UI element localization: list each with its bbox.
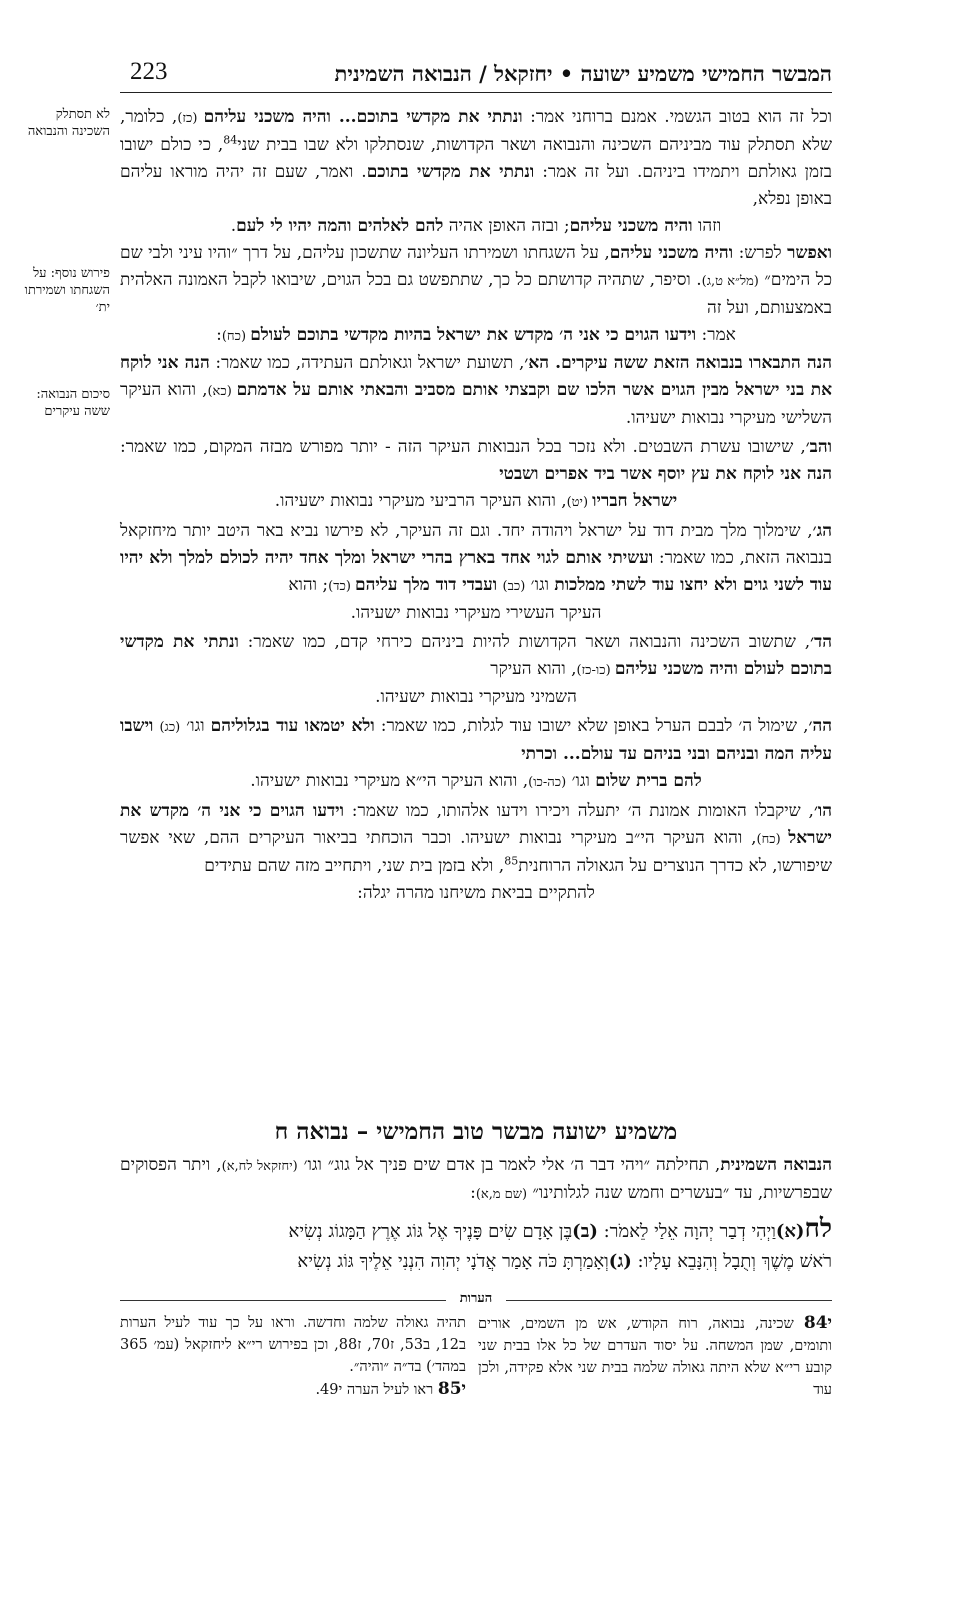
verse-line [120, 1247, 832, 1277]
page-number: 223 [130, 58, 168, 85]
notes-divider [120, 1291, 832, 1306]
text-run: , תחילתה ״ויהי דבר ה׳ אלי לאמר בן אדם שים פניך אל גוג״ וגו׳ [297, 1155, 721, 1175]
text-run: ; והוא [288, 575, 329, 595]
text-run: בֶּן אָדָם שִׂים פָּנֶיךָ אֶל גּוֹג אֶרֶץ הַמָּגוֹג נְשִׂיא [288, 1221, 573, 1242]
text-run: , והוא העיקר הי״ב מעיקרי נבואות ישעיהו. וכבר הוכחתי בביאור העיקרים ההם, שאי אפשר שיפורשו, לא כדרך הנוצרים על הגאולה הרוחנית [120, 828, 832, 876]
text-run: וגו׳ [180, 716, 211, 736]
paragraph [120, 713, 832, 768]
bold-quote: (ב) [572, 1221, 598, 1242]
bold-quote: ולא יטמאו עוד בגלוליהם [210, 716, 375, 736]
verse-reference: (יט) [566, 495, 593, 510]
text-run: וכל זה הוא בטוב הגשמי. אמנם ברוחני אמר: [522, 107, 833, 127]
paragraph [120, 350, 832, 432]
verse-text [289, 1221, 805, 1242]
footnote-ref: 85 [504, 854, 519, 868]
paragraph-end [120, 768, 832, 796]
text-run: . ואמר, שעם זה יהיה מוראו עליהם באופן נפלא, [120, 162, 832, 209]
text-run: , שתשוב השכינה והנבואה ושאר הקדושות להיות ביניהם כירחי קדם, כמו שאמר: [238, 632, 811, 652]
text-run: לפרש: [733, 243, 788, 263]
paragraph [120, 629, 832, 684]
text-run: . [230, 216, 237, 236]
verse-reference: (כג) [159, 720, 181, 735]
text-run: , ולא בזמן בית שני, ויתחייב מזה שהם עתידים [204, 856, 505, 876]
bold-quote: ונתתי את מקדשי בתוכם [366, 162, 535, 182]
paragraph-end [120, 322, 832, 350]
footnote-number: י85 [437, 1379, 466, 1399]
text-run: אמר: [696, 325, 736, 345]
paragraph [120, 798, 832, 880]
verse-reference: (כח) [756, 832, 789, 847]
text-run: , על השגחתו ושמירתו העליונה שתשכון עליהם, על דרך ״והיו עיני ולבי שם כל הימים״ [120, 243, 833, 290]
text-run: וגו׳ [566, 771, 596, 791]
text-run: , שיקבלו האומות אמונת ה׳ יתעלה ויכירו וידעו אלהותו, כמו שאמר: [343, 801, 814, 821]
verse-reference: (כא) [207, 384, 237, 399]
footnote-text: שכינה, נבואה, רוח הקודש, אש מן השמים, אורים ותומים, שמן המשחה. על יסוד העדרם של כל אלו בבית שני קובע רי״א שלא היתה גאולה שלמה בבית שני אלא פקידה, ולכן עוד [478, 1316, 832, 1398]
paragraph [120, 434, 832, 488]
bold-quote: ונתתי את מקדשי בתוכם לעולם והיה משכני עליהם [120, 632, 832, 679]
text-run: , כלומר, שלא תסתלק עוד מביניהם השכינה והנבואה ושאר הקדושות, שנסתלקו ולא שבו בבית שני [120, 107, 832, 155]
paragraph-end: להתקיים בביאת משיחנו מהרה יגלה: [357, 883, 595, 903]
text-run: , והוא העיקר הרביעי מעיקרי נבואות ישעיהו. [274, 491, 567, 511]
verse-line [120, 1214, 832, 1247]
text-run: , והוא העיקר השלישי מעיקרי נבואות ישעיהו. [120, 380, 832, 428]
text-run: וְאָמַרְתָּ כֹּה אָמַר אֲדֹנָי יְהוִה הִנְנִי אֵלֶיךָ גּוֹג נְשִׂיא [297, 1251, 609, 1272]
paragraph [120, 240, 832, 322]
text-run: וגו׳ [525, 575, 555, 595]
intro-text [120, 1152, 832, 1208]
verse-reference: (כז) [177, 111, 204, 126]
notes-label: הערות [459, 1291, 493, 1306]
text-run: . וסיפר, שתהיה קדושתם כל כך, שתתפשט גם בכל הגוים, שיבואו לקבל האמונה האלהית באמצעותם, ועל זה [120, 270, 832, 318]
text-run: , תשועת ישראל וגאולתם העתידה, כמו שאמר: [209, 353, 525, 373]
verse-reference: (כד) [328, 579, 356, 594]
bold-quote: ועשיתי אותם לגוי אחד בארץ בהרי ישראל ומלך אחד יהיה לכולם למלך ולא יהיו עוד לשני גוים ולא יחצו עוד לשתי ממלכות [120, 548, 832, 595]
verse-reference: (מל״א ט,ג) [701, 274, 759, 289]
verse-reference: (כה-כו) [528, 775, 567, 790]
paragraph-end [120, 488, 832, 516]
footnote-number: י84 [803, 1313, 832, 1333]
text-run: , ויתר הפסוקים שבפרשיות, עד ״בעשרים וחמש שנה לגלותינו״ [120, 1155, 832, 1203]
bold-quote: הנבואה השמינית [720, 1155, 832, 1175]
paragraph-end: העיקר העשירי מעיקרי נבואות ישעיהו. [350, 603, 602, 623]
paragraph-end: השמיני מעיקרי נבואות ישעיהו. [375, 687, 577, 707]
bold-quote: (א) [775, 1221, 805, 1242]
text-run: , כי כולם ישובו בזמן גאולתם ויתמידו ביניהם. ועל זה אמר: [120, 135, 832, 182]
chapter-number: לח [804, 1214, 832, 1244]
bold-quote: וידעו הגוים כי אני ה׳ מקדש את ישראל [120, 801, 833, 848]
bold-quote: הג׳ [812, 521, 832, 541]
running-header [120, 58, 832, 93]
bold-quote: הנה התבארו בנבואה הזאת ששה עיקרים. הא׳ [524, 353, 832, 373]
prophecy-intro [120, 1152, 832, 1208]
paragraph [120, 518, 832, 600]
bold-quote: הד׳ [810, 632, 832, 652]
text-run: , והוא העיקר [490, 659, 577, 679]
bold-quote: (ג) [608, 1251, 632, 1272]
text-run: , והוא העיקר הי״א מעיקרי נבואות ישעיהו. [250, 771, 529, 791]
bold-quote: הו׳ [813, 801, 832, 821]
text-run: וזהו [692, 216, 722, 236]
bold-quote: ועבדי דוד מלך עליהם [355, 575, 498, 595]
margin-note: פירוש נוסף: על השגחתו ושמירתו ית׳ [24, 266, 110, 315]
text-run: , שישובו עשרת השבטים. ולא נזכר בכל הנבואות העיקר הזה - יותר מפורש מבזה המקום, כמו שאמר: [120, 437, 806, 457]
bold-quote: וישבו עליה המה ובניהם ובני בניהם עד עולם... וכרתי [120, 716, 832, 764]
verse-reference: (כב) [502, 579, 526, 594]
text-run: : [216, 325, 222, 345]
bold-quote: הה׳ [808, 716, 832, 736]
footnotes-right-column [478, 1312, 832, 1401]
text-run: , שימלוך מלך מבית דוד על ישראל ויהודה יחד. וגם זה העיקר, לא פירשו נביא באר היטב יותר מיחזקאל בנבואה הזאת, כמו שאמר: [120, 521, 832, 568]
bold-quote: והיה משכני עליהם [609, 243, 734, 263]
paragraph-end [120, 213, 832, 240]
verse-reference: (יחזקאל לח,א) [221, 1159, 298, 1174]
section-heading: משמיע ישועה מבשר טוב החמישי – נבואה ח [274, 1118, 678, 1145]
footnotes-left-column [120, 1312, 466, 1401]
main-text [120, 104, 832, 907]
margin-note: לא תסתלק השכינה והנבואה [27, 107, 110, 139]
bold-quote: והב׳ [805, 437, 832, 457]
text-run: ; ובזה האופן אהיה [443, 216, 570, 236]
text-run: : [470, 1183, 476, 1203]
bold-quote: הנה אני לוקח את עץ יוסף אשר ביד אפרים ושבטי [499, 464, 832, 484]
footnote-85 [120, 1378, 466, 1401]
text-run: , שימול ה׳ לבבם הערל באופן שלא ישובו עוד לגלות, כמו שאמר: [374, 716, 809, 736]
paragraph [120, 104, 832, 213]
margin-note: סיכום הנבואה: ששה עיקרים [36, 387, 110, 419]
bold-quote: להם ברית שלום [595, 771, 702, 791]
bold-quote: ונתתי את מקדשי בתוכם... והיה משכני עליהם [203, 107, 523, 127]
text-run: וַיְהִי דְבַר יְהוָה אֵלַי לֵאמֹר: [597, 1221, 776, 1242]
footnote-ref: 84 [223, 133, 238, 147]
scripture-verses [120, 1214, 832, 1277]
verse-reference: (כח) [221, 329, 251, 344]
footnote-text: ראו לעיל הערה י49. [315, 1382, 434, 1398]
bold-quote: ואפשר [787, 243, 832, 263]
text-run: רֹאשׁ מֶשֶׁךְ וְתֻבָל וְהִנָּבֵא עָלָיו: [631, 1251, 832, 1272]
running-title: המבשר החמישי משמיע ישועה • יחזקאל / הנבואה השמינית [334, 61, 832, 86]
bold-quote: ישראל חבריו [592, 491, 678, 511]
bold-quote: והיה משכני עליהם [569, 216, 693, 236]
verse-reference: (שם מ,א) [475, 1187, 528, 1202]
bold-quote: להם לאלהים והמה יהיו לי לעם [236, 216, 444, 236]
verse-reference: (כו-כז) [576, 663, 615, 678]
footnote-84 [478, 1312, 832, 1401]
bold-quote: הנה אני לוקח את בני ישראל מבין הגוים אשר הלכו שם וקבצתי אותם מסביב והבאתי אותם על אדמתם [120, 353, 832, 400]
footnote-84-cont: תהיה גאולה שלמה וחדשה. וראו על כך עוד לעיל הערות ב12, ב53, ז70, ז88, וכן בפירוש רי״א ליחזקאל (עמ׳ 365 במהד׳) בד״ה ״והיה״. [120, 1315, 466, 1375]
bold-quote: וידעו הגוים כי אני ה׳ מקדש את ישראל בהיות מקדשי בתוכם לעולם [250, 325, 697, 345]
